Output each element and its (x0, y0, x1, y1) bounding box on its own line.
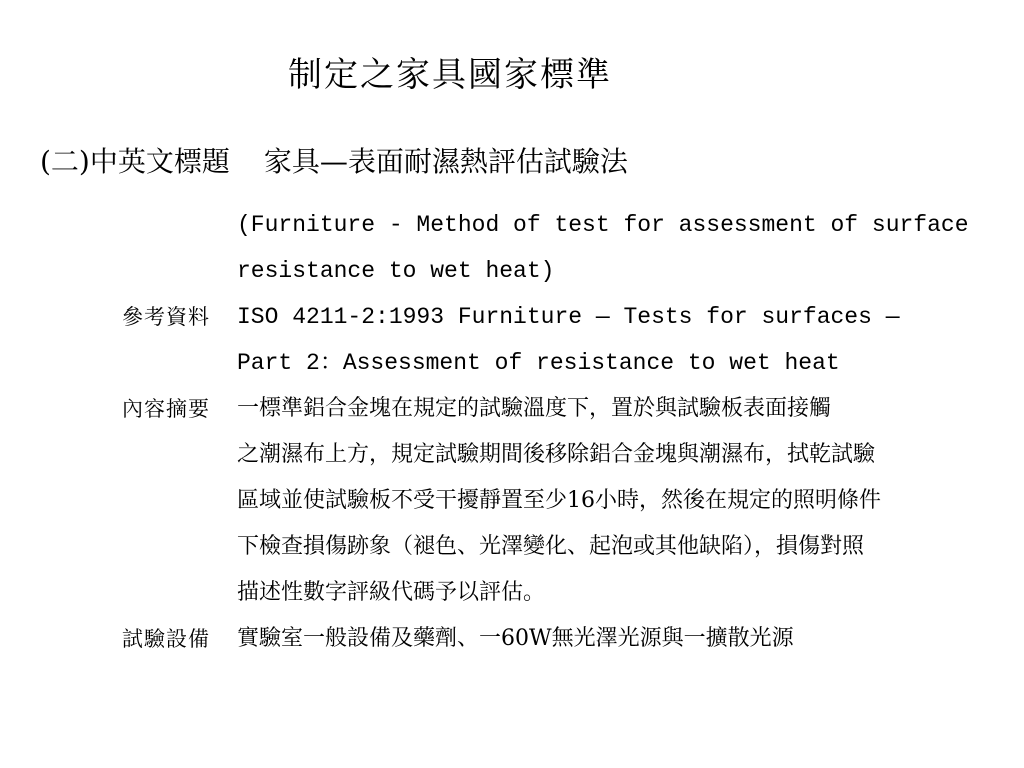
summary-line: 區域並使試驗板不受干擾靜置至少16小時，然後在規定的照明條件 (237, 488, 881, 513)
summary-line: 描述性數字評級代碼予以評估。 (237, 580, 546, 605)
reference-line-2: Part 2：Assessment of resistance to wet heat (237, 350, 840, 376)
reference-line-1: ISO 4211-2:1993 Furniture — Tests for surfaces — (237, 304, 900, 330)
equipment-text: 實驗室一般設備及藥劑、一60W無光澤光源與一擴散光源 (237, 626, 794, 651)
summary-line: 下檢查損傷跡象（褪色、光澤變化、起泡或其他缺陷），損傷對照 (237, 534, 865, 559)
heading-prefix: (二)中英文標題 (40, 145, 230, 178)
equipment-label: 試驗設備 (122, 627, 210, 651)
english-title-line-2: resistance to wet heat) (237, 258, 555, 284)
heading-title-zh: 家具—表面耐濕熱評估試驗法 (263, 145, 628, 178)
english-title-line-1: (Furniture - Method of test for assessment of surface (237, 212, 969, 238)
reference-label: 參考資料 (122, 305, 210, 329)
page-title: 制定之家具國家標準 (288, 55, 612, 95)
summary-line: 一標準鋁合金塊在規定的試驗溫度下，置於與試驗板表面接觸 (237, 396, 832, 421)
summary-label: 內容摘要 (122, 397, 210, 421)
summary-line: 之潮濕布上方，規定試驗期間後移除鋁合金塊與潮濕布，拭乾試驗 (237, 442, 876, 467)
section-heading (40, 142, 628, 182)
